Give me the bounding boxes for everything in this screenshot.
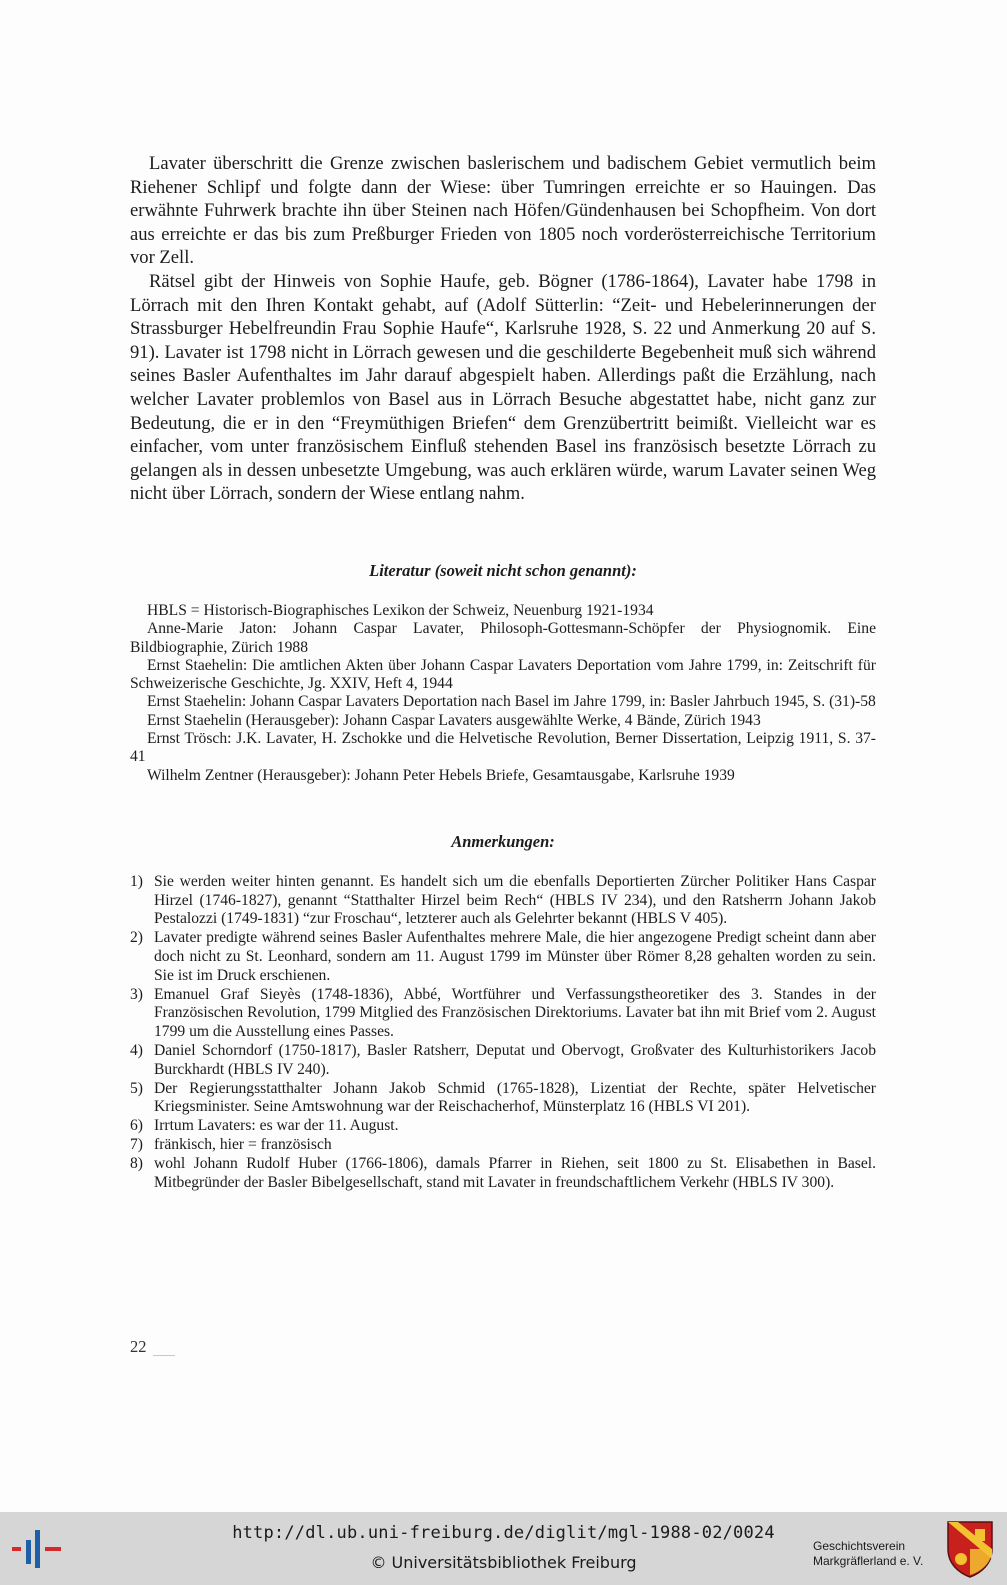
notes-heading: Anmerkungen: [451,831,555,851]
note-item [130,1155,876,1193]
society-line: Geschichtsverein [813,1539,906,1553]
literature-list [130,602,876,785]
literature-item: Anne-Marie Jaton: Johann Caspar Lavater, Philosoph-Gottesmann-Schöpfer der Physiognomik. Eine Bildbiographie, Zürich 1988 [130,620,876,656]
note-text: wohl Johann Rudolf Huber (1766-1806), damals Pfarrer in Riehen, seit 1800 zu St. Elisabethen in Basel. Mitbegründer der Basler Bibelgesellschaft, stand mit Lavater in freundschaftlichem Verkehr (HBLS IV 300). [154,1154,876,1191]
note-number: 3) [130,985,143,1003]
note-text: Der Regierungsstatthalter Johann Jakob Schmid (1765-1828), Lizentiat der Rechte, später Helvetischer Kriegsminister. Seine Amtswohnung war der Reischacherhof, Münsterplatz 16 (HBLS VI 201). [154,1079,876,1116]
note-item [130,1080,876,1118]
note-number: 8) [130,1154,143,1172]
note-text: fränkisch, hier = französisch [154,1136,332,1154]
note-item [130,1117,876,1136]
note-number: 7) [130,1136,143,1154]
literature-item: HBLS = Historisch-Biographisches Lexikon der Schweiz, Neuenburg 1921-1934 [147,601,654,619]
note-text: Lavater predigte während seines Basler Aufenthaltes mehrere Male, die hier angezogene Predigt scheint dann aber doch nicht zu St. Leonhard, sondern am 11. August 1799 im Münster über Römer 8,28 gehalten worden zu sein. Sie ist im Druck erschienen. [154,929,876,984]
body-paragraph: Rätsel gibt der Hinweis von Sophie Haufe, geb. Bögner (1786-1864), Lavater habe 1798 in Lörrach mit den Ihren Kontakt gehabt, auf (Adolf Sütterlin: “Zeit- und Hebelerinnerungen der Strassburger Hebelfreundin Frau Sophie Haufe“, Karlsruhe 1928, S. 22 und Anmerkung 20 auf S. 91). Lavater ist 1798 nicht in Lörrach gewesen und die geschilderte Begebenheit muß sich während seines Basler Aufenthaltes im Jahr darauf abgespielt haben. Allerdings paßt die Erzählung, nach welcher Lavater problemlos von Basel aus in Lörrach Besuche abgestattet habe, nicht ganz zur Bedeutung, die er in den “Freymüthigen Briefen“ dem Grenzübertritt beimißt. Vielleicht war es einfacher, vom unter französischem Einfluß stehenden Basel ins französisch besetzte Lörrach zu gelangen als in dessen unbesetzte Umgebung, was auch erklären würde, warum Lavater seinen Weg nicht über Lörrach, sondern der Wiese entlang nahm. [130,270,876,505]
note-number: 2) [130,929,143,947]
note-item [130,1136,876,1155]
literature-item: Ernst Staehelin: Johann Caspar Lavaters Deportation nach Basel im Jahre 1799, in: Basler Jahrbuch 1945, S. (31)-58 [147,693,876,711]
viewer-footer [0,1512,1007,1585]
note-number: 6) [130,1117,143,1135]
copyright-text: © Universitätsbibliothek Freiburg [370,1553,637,1572]
page-number: 22 [130,1337,147,1356]
note-number: 1) [130,872,143,890]
body-paragraph: Lavater überschritt die Grenze zwischen baslerischem und badischem Gebiet vermutlich beim Riehener Schlipf und folgte dann der Wiese: über Tumringen erreichte er so Hauingen. Das erwähnte Fuhrwerk brachte ihn über Steinen nach Höfen/Gündenhausen bei Schopfheim. Von dort aus erreichte er das bis zum Preßburger Frieden von 1805 noch vorderösterreichische Territorium vor Zell. [130,153,876,269]
literature-heading: Literatur (soweit nicht schon genannt): [369,560,637,580]
note-item [130,873,876,929]
society-line: Markgräflerland e. V. [813,1554,924,1568]
literature-item: Ernst Trösch: J.K. Lavater, H. Zschokke und die Helvetische Revolution, Berner Dissertation, Leipzig 1911, S. 37-41 [130,729,876,766]
page-content [130,152,876,1192]
note-text: Irrtum Lavaters: es war der 11. August. [154,1117,399,1135]
notes-list [130,873,876,1193]
note-text: Emanuel Graf Sieyès (1748-1836), Abbé, Wortführer und Verfassungstheoretiker des 3. Standes in der Französischen Revolution, 1799 Mitglied des Französischen Direktoriums. Lavater bat ihn mit Brief vom 2. August 1799 um die Ausstellung eines Passes. [154,985,876,1041]
page-number-rule [153,1355,175,1356]
note-number: 5) [130,1079,143,1097]
permalink-url[interactable]: http://dl.ub.uni-freiburg.de/diglit/mgl-1988-02/0024 [232,1523,775,1543]
note-number: 4) [130,1042,143,1060]
note-item [130,986,876,1042]
literature-item: Wilhelm Zentner (Herausgeber): Johann Peter Hebels Briefe, Gesamtausgabe, Karlsruhe 1939 [147,766,735,784]
note-item [130,929,876,985]
literature-item: Ernst Staehelin (Herausgeber): Johann Caspar Lavaters ausgewählte Werke, 4 Bände, Zürich 1943 [147,711,761,729]
literature-item: Ernst Staehelin: Die amtlichen Akten über Johann Caspar Lavaters Deportation vom Jahre 1799, in: Zeitschrift für Schweizerische Geschichte, Jg. XXIV, Heft 4, 1944 [130,656,876,693]
society-name [813,1539,943,1569]
note-item [130,1042,876,1080]
note-text: Sie werden weiter hinten genannt. Es handelt sich um die ebenfalls Deportierten Zürcher Politiker Hans Caspar Hirzel (1746-1827), genannt “Statthalter Hirzel beim Rech“ (HBLS IV 234), und den Ratsherrn Johann Jakob Pestalozzi (1749-1831) “zur Froschau“, letzterer auch als Gelehrter bekannt (HBLS V 405). [154,872,876,928]
note-text: Daniel Schorndorf (1750-1817), Basler Ratsherr, Deputat und Obervogt, Großvater des Kulturhistorikers Jacob Burckhardt (HBLS IV 240). [154,1042,876,1078]
coat-of-arms-icon [945,1519,995,1579]
